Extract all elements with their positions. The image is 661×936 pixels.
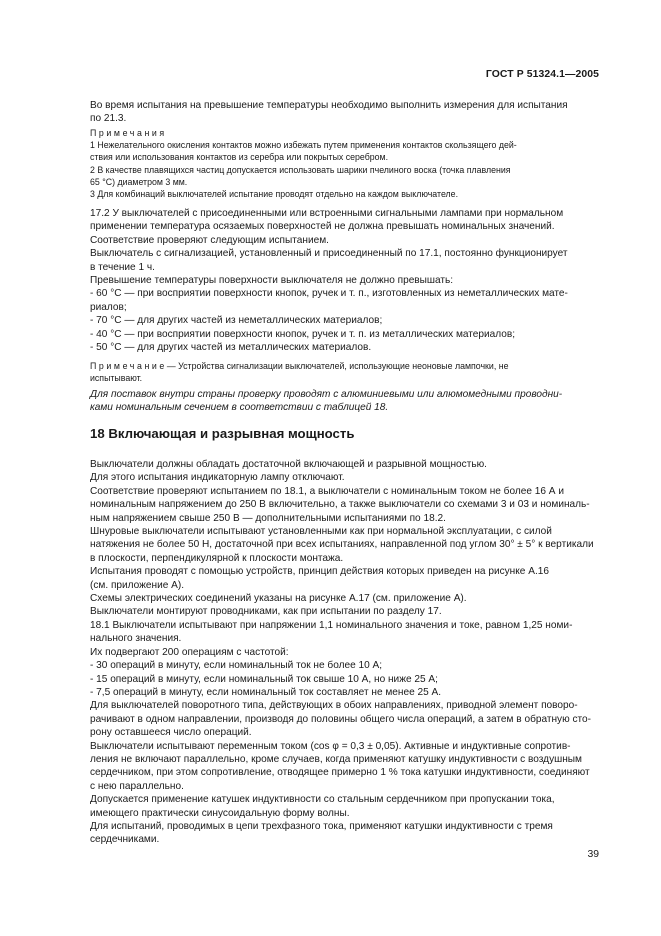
section-18-body [90,458,599,847]
text-line: Для этого испытания индикаторную лампу отключают. [90,472,345,484]
note-line: испытывают. [90,373,143,384]
text-line: Превышение температуры поверхности выключателя не должно превышать: [90,275,454,287]
note-text: — Устройства сигнализации выключателей, использующие неоновые лампочки, не [166,361,509,371]
text-line: 17.2 У выключателей с присоединенными или встроенными сигнальными лампами при нормальном [90,208,564,219]
list-item: - 50 °С — для других частей из металлических материалов. [90,342,372,354]
text-line: Во время испытания на превышение температуры необходимо выполнить измерения для испытания [90,100,568,111]
text-line: Соответствие проверяют следующим испытанием. [90,234,329,246]
text-line: Соответствие проверяют испытанием по 18.1, а выключатели с номинальным током не более 16 А и [90,485,564,497]
text-line: Испытания проводят с помощью устройств, принцип действия которых приведен на рисунке А.16 [90,566,549,578]
note-signal-devices [90,360,599,384]
note-line: 3 Для комбинаций выключателей испытание проводят отдельно на каждом выключателе. [90,189,459,200]
text-line: Шнуровые выключатели испытывают установленными как при нормальной эксплуатации, с силой [90,526,552,538]
text-line: сердечником, при этом сопротивление, отводящее примерно 1 % тока катушки индуктивности, соединяют [90,767,590,779]
text-line: Для выключателей поворотного типа, действующих в обоих направлениях, приводной элемент поворо- [90,700,578,712]
text-line: натяжения не более 50 Н, достаточной при всех испытаниях, направленной под углом 30° ± 5° к вертикали [90,539,594,551]
text-line: Для испытаний, проводимых в цепи трехфазного тока, применяют катушки индуктивности с тремя [90,820,553,832]
text-line: в плоскости, перпендикулярной к плоскости монтажа. [90,552,344,564]
list-item: - 40 °С — при восприятии поверхности кнопок, ручек и т. п. из металлических материалов; [90,328,516,340]
paragraph-17-2 [90,207,599,354]
notes-title: Примечания [90,128,167,138]
text-line: нального значения. [90,633,182,645]
text-line: Выключатели испытывают переменным током (cos φ = 0,3 ± 0,05). Активные и индуктивные сопротив- [90,740,571,752]
text-line: Допускается применение катушек индуктивности со стальным сердечником при пропускании тока, [90,794,555,806]
notes-block [90,127,599,200]
list-item: - 15 операций в минуту, если номинальный ток свыше 10 А, но ниже 25 А; [90,673,438,685]
list-item: - 7,5 операций в минуту, если номинальный ток составляет не менее 25 А. [90,686,442,698]
page-number: 39 [587,849,599,860]
section-heading: 18 Включающая и разрывная мощность [90,426,355,441]
text-line: Их подвергают 200 операциям с частотой: [90,646,289,658]
list-item: - 60 °С — при восприятии поверхности кнопок, ручек и т. п., изготовленных из неметаллических мате- [90,288,568,300]
text-line: в течение 1 ч. [90,261,155,273]
text-line: сердечниками. [90,834,160,846]
text-line: с нею параллельно. [90,780,184,792]
text-line: Для поставок внутри страны проверку проводят с алюминиевыми или алюмомедными проводни- [90,389,563,400]
text-line: имеющего практически синусоидальную форму волны. [90,807,350,819]
text-line: ным напряжением свыше 250 В — дополнительными испытаниями по 18.2. [90,512,446,524]
text-line: Выключатель с сигнализацией, установленный и присоединенный по 17.1, постоянно функционирует [90,248,568,260]
list-item: риалов; [90,301,127,313]
text-line: (см. приложение А). [90,579,185,591]
italic-national-note [90,388,599,415]
paragraph-intro [90,99,599,126]
text-line: применении температура осязаемых поверхностей не должна превышать номинальных значений. [90,221,555,233]
text-line: по 21.3. [90,113,127,125]
text-line: Схемы электрических соединений указаны на рисунке А.17 (см. приложение А). [90,593,467,605]
note-title: Примечание [90,361,167,371]
text-line: номинальным напряжением до 250 В включительно, а также выключатели со схемами 3 и 03 и номиналь- [90,499,590,511]
note-line: 2 В качестве плавящихся частиц допускается использовать шарики пчелиного воска (точка плавления [90,164,511,175]
text-line: ления не включают параллельно, кроме случаев, когда применяют катушку индуктивности с воздушным [90,753,582,765]
list-item: - 30 операций в минуту, если номинальный ток не более 10 А; [90,660,383,672]
note-line: 1 Нежелательного окисления контактов можно избежать путем применения контактов скользящего дей- [90,140,517,151]
document-id-header: ГОСТ Р 51324.1—2005 [485,69,599,80]
text-line: Выключатели монтируют проводниками, как при испытании по разделу 17. [90,606,442,618]
text-line: рону оставшееся число операций. [90,727,252,739]
list-item: - 70 °С — для других частей из неметаллических материалов; [90,315,383,327]
text-line: ками номинальным сечением в соответствии с таблицей 18. [90,402,389,414]
text-line: рачивают в одном направлении, производя до половины общего числа операций, а затем в обратную сто- [90,713,592,725]
note-line: ствия или использования контактов из серебра или покрытых серебром. [90,152,389,163]
text-line: 18.1 Выключатели испытывают при напряжении 1,1 номинального значения и токе, равном 1,25 номи- [90,619,573,631]
note-line: 65 °С) диаметром 3 мм. [90,176,188,187]
text-line: Выключатели должны обладать достаточной включающей и разрывной мощностью. [90,459,487,470]
